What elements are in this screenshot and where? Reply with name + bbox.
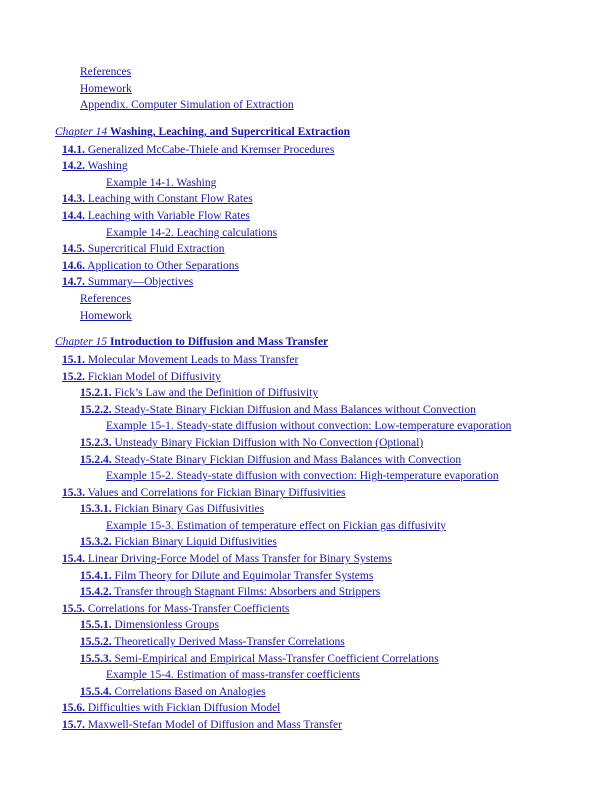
toc-link-references[interactable] bbox=[80, 292, 131, 306]
toc-section-15-4[interactable] bbox=[62, 552, 392, 566]
section-number: 14.3. bbox=[62, 193, 85, 205]
toc-link-homework[interactable] bbox=[80, 82, 132, 96]
section-title: Maxwell-Stefan Model of Diffusion and Mass Transfer bbox=[87, 719, 342, 731]
toc-link-homework[interactable] bbox=[80, 309, 132, 323]
section-number: 15.5.4. bbox=[80, 686, 112, 698]
section-title: Film Theory for Dilute and Equimolar Transfer Systems bbox=[114, 570, 374, 582]
section-title: Fickian Binary Gas Diffusivities bbox=[114, 503, 265, 515]
section-title: Application to Other Separations bbox=[87, 260, 239, 272]
chapter-title: Washing, Leaching, and Supercritical Extraction bbox=[109, 126, 350, 138]
section-number: 15.1. bbox=[62, 354, 85, 366]
example-title: Example 14-1. Washing bbox=[106, 177, 217, 189]
section-title: Generalized McCabe-Thiele and Kremser Procedures bbox=[87, 144, 335, 156]
section-number: 15.2.1. bbox=[80, 387, 112, 399]
toc-link-appendix[interactable] bbox=[80, 98, 294, 112]
section-number: 15.4.1. bbox=[80, 570, 112, 582]
section-title: Steady-State Binary Fickian Diffusion and Mass Balances without Convection bbox=[114, 404, 476, 416]
section-number: 14.6. bbox=[62, 260, 85, 272]
section-title: Values and Correlations for Fickian Binary Diffusivities bbox=[87, 487, 346, 499]
section-number: 15.5.3. bbox=[80, 653, 112, 665]
toc-example-15-4[interactable] bbox=[106, 668, 360, 682]
toc-subsection-15-5-4[interactable] bbox=[80, 685, 266, 699]
example-title: Example 15-3. Estimation of temperature effect on Fickian gas diffusivity bbox=[106, 520, 447, 532]
toc-section-14-2[interactable] bbox=[62, 159, 128, 173]
chapter-label: Chapter 14 bbox=[55, 126, 108, 138]
section-title: Fickian Binary Liquid Diffusivities bbox=[114, 536, 277, 548]
toc-subsection-15-4-1[interactable] bbox=[80, 569, 373, 583]
toc-example-14-1[interactable] bbox=[106, 176, 216, 190]
toc-section-15-1[interactable] bbox=[62, 353, 298, 367]
toc-subsection-15-2-3[interactable] bbox=[80, 436, 423, 450]
section-number: 14.2. bbox=[62, 160, 85, 172]
section-number: 15.5.1. bbox=[80, 619, 112, 631]
section-title: Difficulties with Fickian Diffusion Model bbox=[87, 702, 281, 714]
section-title: Transfer through Stagnant Films: Absorbers and Strippers bbox=[114, 586, 381, 598]
toc-section-15-2[interactable] bbox=[62, 370, 221, 384]
toc-subsection-15-3-2[interactable] bbox=[80, 535, 277, 549]
section-title: Washing bbox=[87, 160, 128, 172]
toc-subsection-15-2-2[interactable] bbox=[80, 403, 476, 417]
section-title: Molecular Movement Leads to Mass Transfer bbox=[87, 354, 299, 366]
toc-chapter-15[interactable] bbox=[55, 335, 328, 349]
toc-subsection-15-3-1[interactable] bbox=[80, 502, 264, 516]
section-title: Unsteady Binary Fickian Diffusion with No Convection (Optional) bbox=[114, 437, 424, 449]
toc-link-label: References bbox=[80, 66, 132, 78]
chapter-title: Introduction to Diffusion and Mass Transfer bbox=[109, 336, 329, 348]
section-title: Theoretically Derived Mass-Transfer Correlations bbox=[114, 636, 345, 648]
toc-subsection-15-5-3[interactable] bbox=[80, 652, 439, 666]
section-number: 15.2.2. bbox=[80, 404, 112, 416]
section-number: 15.5.2. bbox=[80, 636, 112, 648]
toc-section-14-3[interactable] bbox=[62, 192, 253, 206]
toc-link-label: Homework bbox=[80, 83, 132, 95]
section-title: Steady-State Binary Fickian Diffusion and Mass Balances with Convection bbox=[114, 454, 462, 466]
toc-subsection-15-2-4[interactable] bbox=[80, 453, 461, 467]
toc-subsection-15-2-1[interactable] bbox=[80, 386, 318, 400]
section-number: 14.5. bbox=[62, 243, 85, 255]
section-title: Linear Driving-Force Model of Mass Transfer for Binary Systems bbox=[87, 553, 392, 565]
toc-example-15-3[interactable] bbox=[106, 519, 446, 533]
section-number: 14.1. bbox=[62, 144, 85, 156]
section-number: 15.4. bbox=[62, 553, 85, 565]
section-number: 15.2.4. bbox=[80, 454, 112, 466]
toc-section-14-4[interactable] bbox=[62, 209, 250, 223]
toc-section-15-7[interactable] bbox=[62, 718, 342, 732]
toc-subsection-15-5-1[interactable] bbox=[80, 618, 219, 632]
section-number: 14.7. bbox=[62, 276, 85, 288]
section-number: 15.5. bbox=[62, 603, 85, 615]
section-number: 15.2.3. bbox=[80, 437, 112, 449]
toc-section-14-1[interactable] bbox=[62, 143, 334, 157]
chapter-label: Chapter 15 bbox=[55, 336, 108, 348]
section-title: Leaching with Variable Flow Rates bbox=[87, 210, 250, 222]
toc-link-label: References bbox=[80, 293, 132, 305]
toc-section-14-7[interactable] bbox=[62, 275, 193, 289]
section-title: Supercritical Fluid Extraction bbox=[87, 243, 225, 255]
section-title: Fick’s Law and the Definition of Diffusivity bbox=[114, 387, 319, 399]
toc-link-references[interactable] bbox=[80, 65, 131, 79]
toc-chapter-14[interactable] bbox=[55, 125, 350, 139]
section-title: Semi-Empirical and Empirical Mass-Transfer Coefficient Correlations bbox=[114, 653, 439, 665]
toc-section-14-6[interactable] bbox=[62, 259, 239, 273]
section-number: 15.3.2. bbox=[80, 536, 112, 548]
toc-example-15-2[interactable] bbox=[106, 469, 499, 483]
toc-link-label: Appendix. Computer Simulation of Extraction bbox=[80, 99, 294, 111]
toc-link-label: Homework bbox=[80, 310, 132, 322]
toc-example-14-2[interactable] bbox=[106, 226, 277, 240]
toc-section-15-6[interactable] bbox=[62, 701, 280, 715]
toc-example-15-1[interactable] bbox=[106, 419, 511, 433]
section-number: 15.3. bbox=[62, 487, 85, 499]
toc-section-14-5[interactable] bbox=[62, 242, 225, 256]
section-number: 15.6. bbox=[62, 702, 85, 714]
section-title: Fickian Model of Diffusivity bbox=[87, 371, 221, 383]
section-title: Summary—Objectives bbox=[87, 276, 194, 288]
section-title: Leaching with Constant Flow Rates bbox=[87, 193, 253, 205]
example-title: Example 15-1. Steady-state diffusion without convection: Low-temperature evaporation bbox=[106, 420, 512, 432]
toc-subsection-15-5-2[interactable] bbox=[80, 635, 345, 649]
toc-subsection-15-4-2[interactable] bbox=[80, 585, 380, 599]
section-number: 15.7. bbox=[62, 719, 85, 731]
section-number: 15.3.1. bbox=[80, 503, 112, 515]
example-title: Example 15-2. Steady-state diffusion with convection: High-temperature evaporation bbox=[106, 470, 499, 482]
example-title: Example 14-2. Leaching calculations bbox=[106, 227, 278, 239]
section-title: Correlations Based on Analogies bbox=[114, 686, 266, 698]
section-title: Dimensionless Groups bbox=[114, 619, 219, 631]
section-title: Correlations for Mass-Transfer Coefficients bbox=[87, 603, 290, 615]
section-number: 15.2. bbox=[62, 371, 85, 383]
example-title: Example 15-4. Estimation of mass-transfer coefficients bbox=[106, 669, 360, 681]
section-number: 15.4.2. bbox=[80, 586, 112, 598]
section-number: 14.4. bbox=[62, 210, 85, 222]
toc-section-15-5[interactable] bbox=[62, 602, 289, 616]
toc-section-15-3[interactable] bbox=[62, 486, 346, 500]
